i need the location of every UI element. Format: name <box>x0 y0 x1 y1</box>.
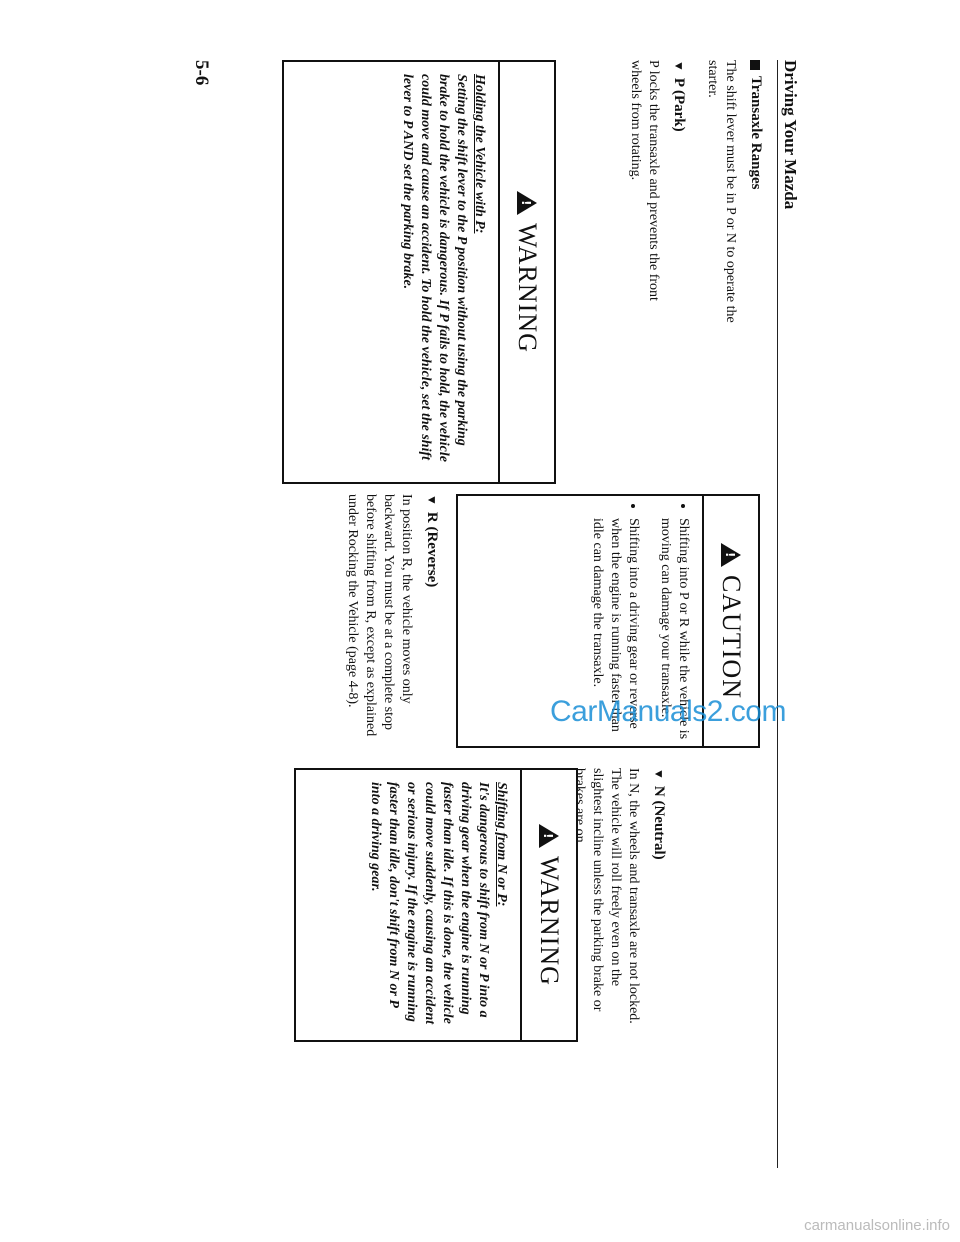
park-heading-label: P (Park) <box>671 77 687 132</box>
warning-body <box>356 770 520 1040</box>
warning-title: WARNING <box>535 856 564 986</box>
reverse-text: In position R, the vehicle moves only backward. You must be at a complete stop before shifting from R, except as explained under Rocking the Vehicle (page 4-8). <box>345 494 414 737</box>
warning-icon <box>517 191 537 215</box>
header-rule <box>777 60 778 1168</box>
watermark: CarManuals2.com <box>550 695 786 728</box>
warning-heading: Shifting from N or P: <box>494 782 509 907</box>
park-heading <box>670 60 687 335</box>
intro-text: The shift lever must be in P or N to operate the starter. <box>705 60 738 323</box>
warning-body <box>388 62 498 482</box>
warning-text: It's dangerous to shift from N or P into a driving gear when the engine is running faster than idle. If this is done, the vehicle could move suddenly, causing an accident or serious injury. If the engine is running faster than idle, don't shift from N or P into a driving gear. <box>368 782 491 1025</box>
warning-icon <box>539 824 559 848</box>
warning-heading: Holding the Vehicle with P: <box>472 74 487 234</box>
warning-box-shifting <box>294 768 578 1042</box>
square-bullet-icon <box>751 60 761 70</box>
neutral-heading-label: N (Neutral) <box>651 785 667 860</box>
warning-title: WARNING <box>513 223 542 353</box>
caution-title: CAUTION <box>717 575 746 699</box>
reverse-heading-label: R (Reverse) <box>424 511 440 588</box>
section-transaxle-ranges <box>747 60 764 335</box>
warning-title-bar <box>498 62 554 482</box>
caution-icon <box>721 543 741 567</box>
page-number: 5-6 <box>191 60 212 86</box>
footer-link[interactable]: carmanualsonline.info <box>804 1217 950 1234</box>
neutral-text: In N, the wheels and transaxle are not locked. The vehicle will roll freely even on the slightest incline unless the parking brake or brakes are on. <box>572 768 641 1024</box>
triangle-marker-icon: ▼ <box>425 494 439 506</box>
caution-item: • Shifting into P or R while the vehicle is moving can damage your transaxle. <box>656 518 692 746</box>
neutral-heading <box>650 768 667 1028</box>
caution-item: • Shifting into a driving gear or reverse when the engine is running faster than idle can damage the transaxle. <box>588 518 642 746</box>
triangle-marker-icon: ▼ <box>652 768 666 780</box>
triangle-marker-icon: ▼ <box>672 60 686 72</box>
column-1 <box>610 60 764 335</box>
section-title: Transaxle Ranges <box>748 76 764 190</box>
warning-text: Setting the shift lever to the P position without using the parking brake to hold the vehicle is dangerous. If P fails to hold, the vehicle could move and cause an accident. To hold the vehicle, set the shift lever to P AND set the parking brake. <box>400 74 469 462</box>
park-text: P locks the transaxle and prevents the front wheels from rotating. <box>628 60 661 301</box>
page-header: Driving Your Mazda <box>781 60 800 210</box>
reverse-section <box>327 494 440 744</box>
warning-box-holding <box>282 60 556 484</box>
reverse-heading <box>423 494 440 744</box>
warning-title-bar <box>520 770 576 1040</box>
